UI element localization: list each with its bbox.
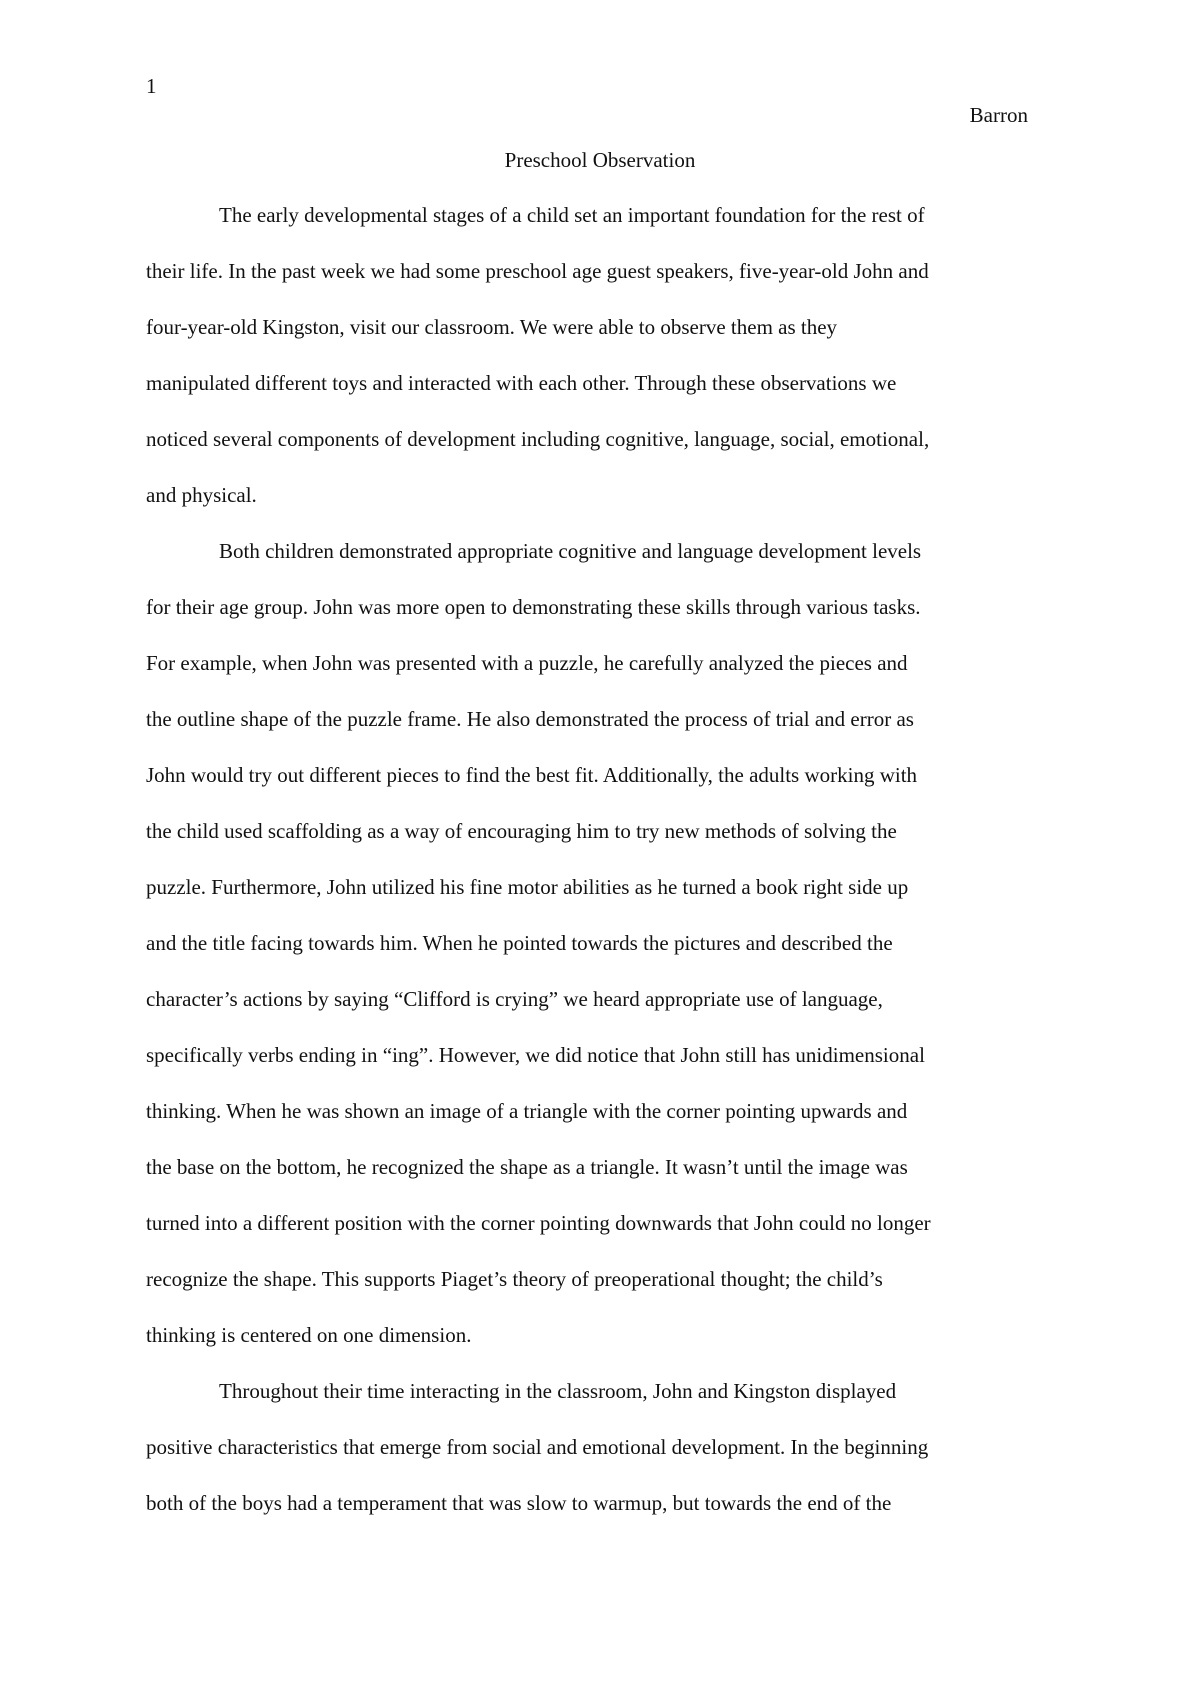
paragraph-line: for their age group. John was more open to demonstrating these skills through various tasks. — [146, 595, 921, 619]
paragraph-line: Throughout their time interacting in the classroom, John and Kingston displayed — [219, 1379, 897, 1403]
paragraph-line: four-year-old Kingston, visit our classroom. We were able to observe them as they — [146, 315, 838, 339]
paragraph-line: and physical. — [146, 483, 257, 507]
paragraph-line: the base on the bottom, he recognized the shape as a triangle. It wasn’t until the image was — [146, 1155, 908, 1179]
paragraph-line: thinking. When he was shown an image of a triangle with the corner pointing upwards and — [146, 1099, 908, 1123]
author-name: Barron — [969, 103, 1028, 127]
paragraph-line: the child used scaffolding as a way of encouraging him to try new methods of solving the — [146, 819, 897, 843]
document-body — [146, 201, 1066, 1545]
paragraph-line: noticed several components of development including cognitive, language, social, emotional, — [146, 427, 930, 451]
paragraph-line: The early developmental stages of a child set an important foundation for the rest of — [219, 203, 925, 227]
document-title: Preschool Observation — [504, 148, 696, 172]
paragraph-line: Both children demonstrated appropriate cognitive and language development levels — [219, 539, 922, 563]
paragraph-line: character’s actions by saying “Clifford is crying” we heard appropriate use of language, — [146, 987, 883, 1011]
paragraph-line: specifically verbs ending in “ing”. However, we did notice that John still has unidimensional — [146, 1043, 925, 1067]
paragraph-line: manipulated different toys and interacted with each other. Through these observations we — [146, 371, 897, 395]
paragraph-line: their life. In the past week we had some preschool age guest speakers, five-year-old John and — [146, 259, 929, 283]
paragraph-line: both of the boys had a temperament that was slow to warmup, but towards the end of the — [146, 1491, 892, 1515]
paragraph-line: and the title facing towards him. When he pointed towards the pictures and described the — [146, 931, 893, 955]
paragraph-line: the outline shape of the puzzle frame. He also demonstrated the process of trial and error as — [146, 707, 914, 731]
paragraph-line: thinking is centered on one dimension. — [146, 1323, 472, 1347]
paragraph-line: puzzle. Furthermore, John utilized his fine motor abilities as he turned a book right side up — [146, 875, 909, 899]
paragraph-line: recognize the shape. This supports Piaget’s theory of preoperational thought; the child’s — [146, 1267, 883, 1291]
paragraph-line: John would try out different pieces to find the best fit. Additionally, the adults working with — [146, 763, 918, 787]
page-number: 1 — [146, 74, 157, 98]
paragraph-line: turned into a different position with the corner pointing downwards that John could no longer — [146, 1211, 931, 1235]
paragraph-line: For example, when John was presented with a puzzle, he carefully analyzed the pieces and — [146, 651, 908, 675]
paragraph-line: positive characteristics that emerge from social and emotional development. In the beginning — [146, 1435, 929, 1459]
